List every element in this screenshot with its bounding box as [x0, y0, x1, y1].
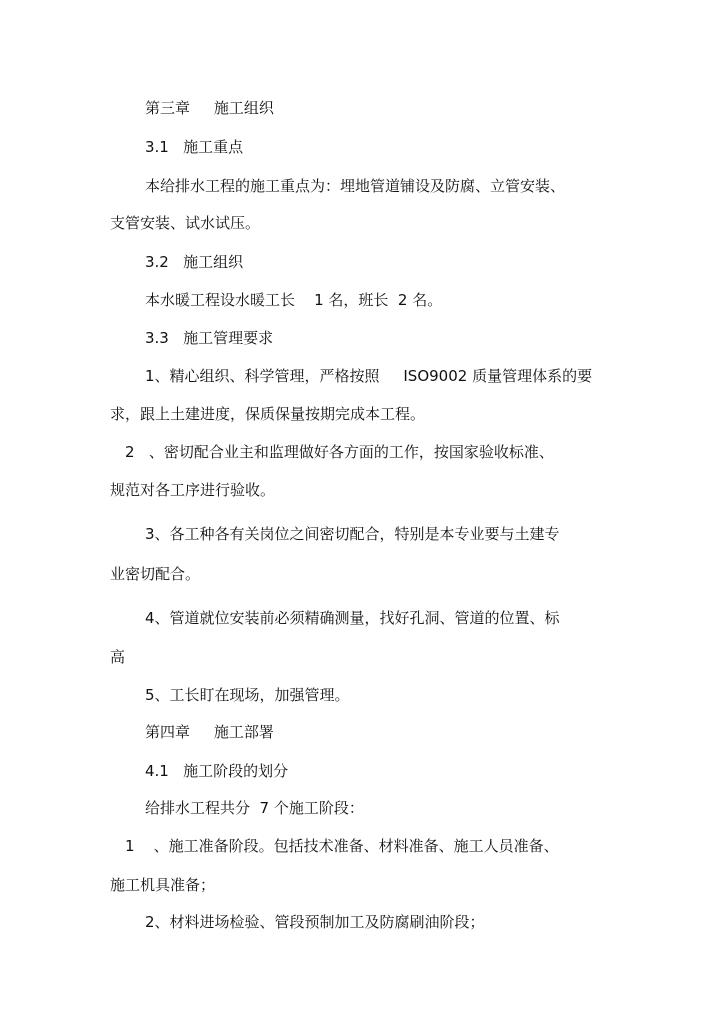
chapter-4-heading: 第四章 施工部署	[145, 723, 274, 741]
list-item-line: 高	[110, 648, 126, 666]
list-item-line: 1 、施工准备阶段。包括技术准备、材料准备、施工人员准备、	[125, 837, 559, 855]
list-item-line: 2 、密切配合业主和监理做好各方面的工作，按国家验收标准、	[125, 443, 554, 461]
list-item-line: 3、各工种各有关岗位之间密切配合，特别是本专业要与土建专	[145, 525, 560, 543]
list-item-line: 5、工长盯在现场，加强管理。	[145, 686, 350, 704]
list-item-line: 求，跟上土建进度，保质保量按期完成本工程。	[110, 405, 426, 423]
chapter-3-heading: 第三章 施工组织	[145, 99, 274, 117]
section-3-3-heading: 3.3 施工管理要求	[145, 329, 274, 347]
paragraph-line: 给排水工程共分 7 个施工阶段：	[145, 799, 364, 817]
list-item-line: 1、精心组织、科学管理，严格按照 ISO9002 质量管理体系的要	[145, 367, 593, 385]
section-3-2-heading: 3.2 施工组织	[145, 253, 244, 271]
list-item-line: 施工机具准备；	[110, 876, 216, 894]
list-item-line: 2、材料进场检验、管段预制加工及防腐刷油阶段；	[145, 913, 485, 931]
paragraph-line: 支管安装、试水试压。	[110, 214, 261, 232]
list-item-line: 规范对各工序进行验收。	[110, 481, 276, 499]
section-4-1-heading: 4.1 施工阶段的划分	[145, 762, 289, 780]
paragraph-line: 本给排水工程的施工重点为：埋地管道铺设及防腐、立管安装、	[145, 177, 566, 195]
list-item-line: 业密切配合。	[110, 565, 201, 583]
list-item-line: 4、管道就位安装前必须精确测量，找好孔洞、管道的位置、标	[145, 609, 560, 627]
paragraph-line: 本水暖工程设水暖工长 1 名，班长 2 名。	[145, 291, 443, 309]
section-3-1-heading: 3.1 施工重点	[145, 138, 244, 156]
